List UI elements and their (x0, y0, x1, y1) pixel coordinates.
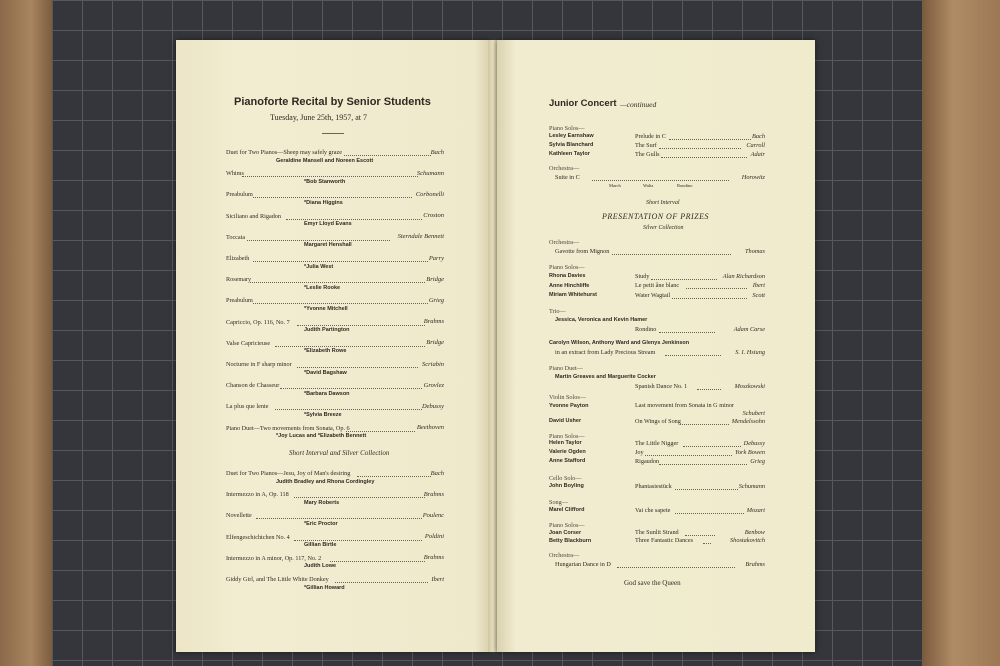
composer-name: Croston (423, 212, 444, 220)
piece-title: Rigaudon (635, 457, 660, 465)
performer-name: Lesley Earnshaw (549, 133, 594, 139)
composer-name: Debussy (743, 439, 765, 447)
dotted-leader (344, 155, 432, 156)
performer-name: Rhona Davies (549, 273, 586, 279)
piece-title: Study (635, 272, 650, 280)
section-heading: Orchestra— (549, 165, 580, 172)
dotted-leader (346, 431, 415, 432)
performer-name: *Gillian Howard (304, 584, 345, 591)
dotted-leader (253, 197, 412, 198)
piece-title: Water Wagtail (635, 291, 671, 299)
dotted-leader (665, 355, 721, 356)
dotted-leader (250, 282, 425, 283)
right-page (497, 40, 815, 652)
dotted-leader (297, 367, 419, 368)
piece-title: Siciliano and Rigadon (226, 212, 281, 220)
section-heading: Orchestra— (549, 552, 580, 559)
piece-title: Le petit âne blanc (635, 282, 680, 289)
piece-title: Intermezzo in A, Op. 118 (226, 491, 289, 499)
dotted-leader (659, 464, 748, 465)
dotted-leader (703, 543, 711, 544)
composer-name: Horowitz (741, 173, 765, 181)
composer-name: Ibert (752, 282, 765, 289)
section-heading: Piano Duet— (549, 365, 583, 372)
section-heading: Song— (549, 499, 568, 506)
piece-title: Toccata (226, 233, 246, 241)
dotted-leader (275, 409, 422, 410)
piece-title: The Sunlit Strand (635, 529, 679, 536)
piece-title: in an extract from Lady Precious Stream (555, 349, 656, 356)
performer-name: *Bob Stanworth (304, 178, 346, 185)
performer-name: *Diana Higgins (304, 199, 343, 206)
piece-title: Giddy Girl, and The Little White Donkey (226, 576, 329, 583)
dotted-leader (685, 535, 715, 536)
dotted-leader (686, 288, 748, 289)
performer-name: Judith Bradley and Rhona Cordingley (276, 478, 375, 485)
performer-name: *Julia West (304, 263, 334, 270)
composer-name: Schubert (742, 409, 765, 417)
piece-title: Valse Capricieuse (226, 339, 271, 347)
composer-name: Poulenc (422, 511, 444, 519)
performer-name: Sylvia Blanchard (549, 142, 594, 148)
composer-name: Thomas (745, 247, 765, 255)
dotted-leader (592, 180, 729, 181)
performer-name: *Barbara Dawson (304, 390, 350, 397)
performer-name: Helen Taylor (549, 440, 582, 446)
performer-name: David Usher (549, 418, 582, 424)
movement-name: Waltz (643, 183, 654, 188)
composer-name: Grieg (428, 296, 444, 304)
recital-title: Pianoforte Recital by Senior Students (234, 96, 431, 108)
performer-name: Judith Lowe (304, 563, 337, 570)
dotted-leader (661, 157, 747, 158)
performer-name: Anne Hinchliffe (549, 282, 590, 289)
piece-title: La plus que lente (226, 403, 269, 411)
dotted-leader (275, 346, 425, 347)
composer-name: Brahms (423, 490, 444, 498)
performer-name: *David Bagshaw (304, 369, 347, 376)
piece-title: Novellette (226, 512, 252, 520)
composer-name: Ibert (431, 575, 444, 583)
composer-name: Grieg (750, 457, 765, 465)
piece-title: Phantasiestück (635, 482, 672, 490)
composer-name: Brahms (423, 318, 444, 326)
performer-name: Mary Roberts (304, 499, 340, 506)
piece-title: Chanson de Chasseur (226, 382, 280, 390)
section-heading: Cello Solo— (549, 475, 582, 482)
desk-right (922, 0, 1000, 666)
piece-title: Suite in C (555, 174, 580, 181)
interval-note: Short Interval and Silver Collection (289, 449, 390, 457)
performer-name: Yvonne Payton (549, 403, 589, 409)
section-heading: Trio— (549, 308, 566, 315)
performer-name: *Yvonne Mitchell (304, 305, 348, 312)
composer-name: Schumann (416, 169, 444, 177)
piece-title: Nocturne in F sharp minor (226, 361, 292, 368)
dotted-leader (286, 219, 422, 220)
dotted-leader (357, 476, 431, 477)
composer-name: Grovlez (423, 381, 444, 389)
composer-name: Adam Carse (733, 325, 765, 333)
composer-name: Bach (430, 148, 444, 156)
composer-name: Bridge (426, 339, 444, 347)
dotted-leader (672, 298, 747, 299)
performer-name: Betty Blackburn (549, 538, 592, 544)
composer-name: Scriabin (421, 360, 444, 368)
section-heading: Orchestra— (549, 239, 580, 246)
composer-name: Carroll (746, 141, 765, 149)
piece-title: On Wings of Song (635, 417, 681, 425)
piece-title: Vai che sapete (635, 506, 671, 514)
performer-name: *Sylvia Breeze (304, 411, 342, 418)
performer-name: Margaret Henshall (304, 242, 352, 249)
performer-name: Valerie Ogden (549, 449, 586, 455)
piece-title: The Gulls (635, 150, 660, 158)
performer-name: *Eric Proctor (304, 520, 338, 527)
dotted-leader (242, 176, 419, 177)
piece-title: Joy (635, 448, 644, 456)
composer-name: Parry (428, 254, 444, 262)
performer-name: Geraldine Mansell and Noreen Escott (276, 157, 374, 164)
composer-name: Debussy (421, 402, 444, 410)
dotted-leader (297, 325, 425, 326)
performer-name: Carolyn Wilson, Anthony Ward and Glenys Jenkinson (549, 340, 690, 346)
composer-name: Bach (430, 469, 444, 477)
dotted-leader (675, 513, 745, 514)
movement-name: Rondino (677, 183, 693, 188)
piece-title: Spanish Dance No. 1 (635, 383, 688, 390)
piece-title: Piano Duet—Two movements from Sonata, Op. 6 (226, 424, 350, 432)
performer-name: Martin Greaves and Marguerite Cocker (555, 374, 656, 380)
performer-name: Joan Corser (549, 530, 582, 536)
composer-name: Corbonelli (415, 190, 444, 198)
movement-name: March (609, 183, 621, 188)
dotted-leader (280, 388, 421, 389)
composer-name: York Bowen (734, 448, 765, 456)
piece-title: The Surf (635, 141, 657, 149)
dotted-leader (253, 261, 428, 262)
piece-title: The Little Nigger (635, 439, 679, 447)
section-heading: Piano Solos— (549, 522, 585, 529)
dotted-leader (669, 139, 750, 140)
left-page (176, 40, 490, 652)
performer-name: Marel Clifford (549, 507, 585, 513)
performer-name: Gillian Birtle (304, 542, 337, 549)
piece-title: Intermezzo in A minor, Op. 117, No. 2 (226, 554, 322, 562)
dotted-leader (612, 254, 731, 255)
composer-name: Benbow (744, 528, 765, 536)
dotted-leader (335, 582, 428, 583)
composer-name: Bach (752, 132, 765, 140)
dotted-leader (675, 489, 738, 490)
performer-name: Anne Stafford (549, 458, 586, 464)
piece-title: Three Fantastic Dances (635, 537, 694, 544)
performer-name: Emyr Lloyd Evans (304, 221, 352, 228)
performer-name: Judith Partington (304, 327, 350, 334)
section-heading: Piano Solos— (549, 433, 585, 440)
piece-title: Duet for Two Pianos—Sheep may safely graze (226, 149, 342, 156)
composer-name: Moszkowski (734, 382, 765, 390)
title-rule (322, 133, 344, 134)
dotted-leader (659, 332, 715, 333)
dotted-leader (256, 518, 422, 519)
composer-name: Mendelssohn (731, 417, 765, 425)
piece-title: Preabulum (226, 297, 253, 305)
composer-name: Sterndale Bennett (397, 233, 444, 241)
dotted-leader (659, 148, 742, 149)
section-heading: Piano Solos— (549, 264, 585, 271)
performer-name: *Leslie Rooke (304, 284, 341, 291)
silver-collection: Silver Collection (643, 225, 684, 231)
dotted-leader (294, 497, 425, 498)
piece-title: Preabulum (226, 191, 253, 199)
performer-name: John Boyling (549, 483, 584, 489)
composer-name: Alan Richardson (722, 272, 765, 280)
junior-concert-title: Junior Concert (549, 98, 617, 109)
composer-name: Beethoven (416, 424, 444, 432)
dotted-leader (247, 240, 389, 241)
performer-name: *Joy Lucas and *Elizabeth Bennett (276, 433, 367, 440)
composer-name: Scott (752, 291, 765, 299)
performer-name: Jessica, Veronica and Kevin Hamer (555, 317, 648, 323)
desk-left (0, 0, 52, 666)
composer-name: Shostakovitch (730, 536, 765, 544)
piece-title: Rondino (635, 326, 657, 333)
performer-name: Kathleen Taylor (549, 151, 590, 157)
piece-title: Hungarian Dance in D (555, 561, 611, 568)
dotted-leader (253, 303, 428, 304)
dotted-leader (294, 540, 422, 541)
performer-name: *Elizabeth Rowe (304, 348, 347, 355)
piece-title: Capriccio, Op. 116, No. 7 (226, 318, 290, 326)
title-continued: —continued (620, 100, 657, 109)
dotted-leader (697, 389, 721, 390)
composer-name: S. I. Hsiung (735, 348, 765, 356)
performer-name: Miriam Whitehurst (549, 292, 597, 298)
composer-name: Bridge (426, 275, 444, 283)
dotted-leader (683, 446, 741, 447)
section-heading: Violin Solos— (549, 394, 586, 401)
composer-name: Brahms (423, 554, 444, 562)
piece-title: Whims (226, 170, 244, 178)
composer-name: Schumann (738, 482, 765, 490)
piece-title: Duet for Two Pianos—Jesu, Joy of Man's desiring (226, 470, 351, 477)
closing-anthem: God save the Queen (624, 579, 681, 587)
piece-title: Elfengeschichtchen No. 4 (226, 533, 290, 541)
dotted-leader (645, 455, 732, 456)
section-heading: Piano Solos— (549, 125, 585, 132)
dotted-leader (617, 567, 735, 568)
piece-title: Rosemary (226, 276, 252, 284)
piece-title: Last movement from Sonata in G minor (635, 402, 734, 409)
composer-name: Adair (750, 150, 765, 158)
short-interval: Short Interval (646, 200, 680, 206)
piece-title: Gavotte from Mignon (555, 248, 610, 255)
dotted-leader (330, 561, 425, 562)
dotted-leader (680, 424, 729, 425)
composer-name: Mozart (746, 506, 765, 514)
composer-name: Brahms (745, 560, 765, 568)
presentation-of-prizes: PRESENTATION OF PRIZES (602, 212, 709, 221)
dotted-leader (651, 279, 717, 280)
piece-title: Elizabeth (226, 255, 250, 262)
composer-name: Poldini (424, 533, 444, 541)
recital-date: Tuesday, June 25th, 1957, at 7 (270, 113, 367, 122)
piece-title: Prelude in C (635, 132, 666, 140)
